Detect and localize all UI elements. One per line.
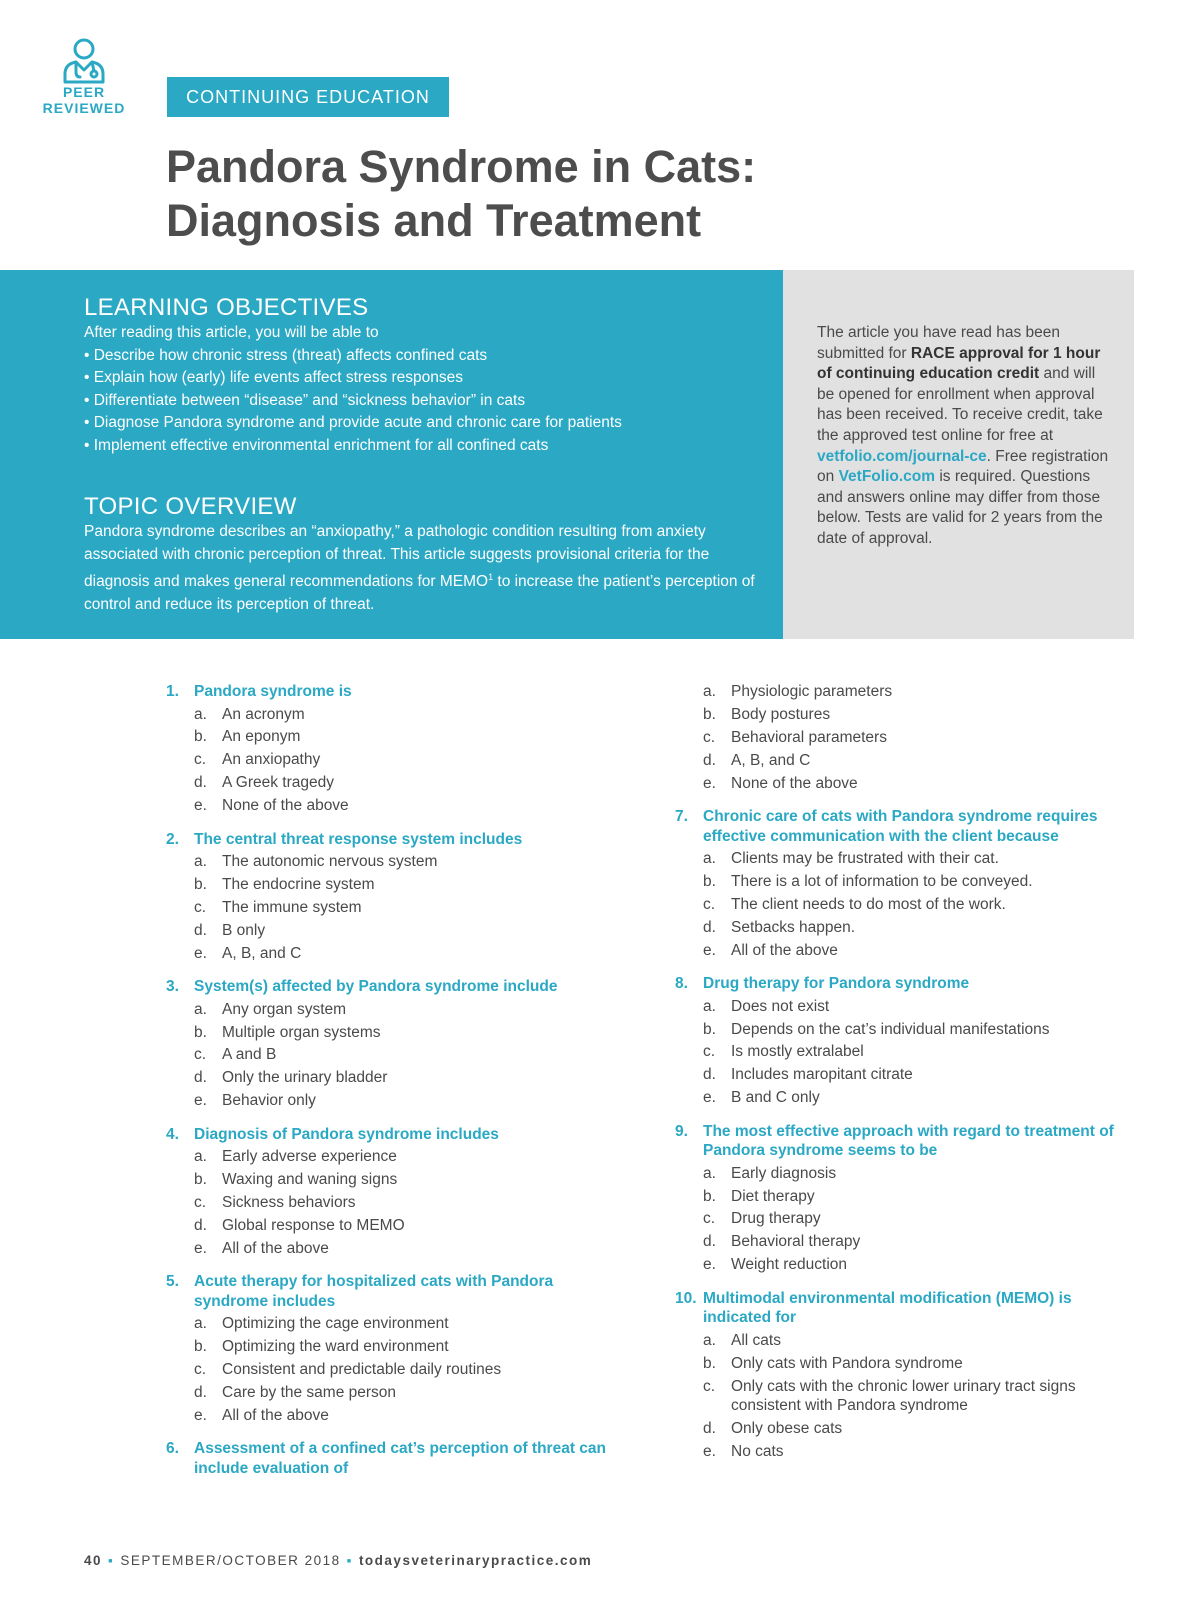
vetfolio-home-link[interactable]: VetFolio.com bbox=[838, 468, 936, 486]
option-text: All of the above bbox=[222, 1406, 329, 1424]
question-text: Diagnosis of Pandora syndrome includes bbox=[194, 1125, 499, 1143]
option-letter: e. bbox=[194, 1092, 207, 1110]
badge-line-2: REVIEWED bbox=[42, 100, 126, 116]
answer-options bbox=[166, 1147, 626, 1258]
option-letter: b. bbox=[703, 872, 716, 890]
ce-credit-panel bbox=[783, 270, 1134, 639]
section-tag: CONTINUING EDUCATION bbox=[167, 77, 449, 117]
question-number: 9. bbox=[675, 1122, 688, 1140]
answer-option bbox=[675, 941, 1135, 961]
question-number: 7. bbox=[675, 808, 688, 826]
answer-option bbox=[166, 1091, 626, 1111]
option-text: B only bbox=[222, 921, 266, 939]
answer-option bbox=[166, 1314, 626, 1334]
option-letter: c. bbox=[194, 898, 207, 916]
option-text: There is a lot of information to be conveyed. bbox=[731, 872, 1033, 890]
title-line-2: Diagnosis and Treatment bbox=[166, 195, 702, 246]
answer-option bbox=[166, 1383, 626, 1403]
option-letter: d. bbox=[703, 751, 716, 769]
issue-date: SEPTEMBER/OCTOBER 2018 bbox=[120, 1553, 341, 1568]
answer-option bbox=[166, 705, 626, 725]
answer-option bbox=[675, 1187, 1135, 1207]
option-text: Clients may be frustrated with their cat. bbox=[731, 850, 999, 868]
option-text: An acronym bbox=[222, 705, 305, 723]
option-text: None of the above bbox=[731, 774, 858, 792]
option-text: Only cats with Pandora syndrome bbox=[731, 1354, 963, 1372]
quiz-question bbox=[166, 1125, 626, 1259]
option-letter: d. bbox=[194, 1383, 207, 1401]
option-letter: a. bbox=[703, 683, 716, 700]
answer-option bbox=[166, 1406, 626, 1426]
footer-separator: ▪ bbox=[346, 1553, 353, 1568]
answer-option bbox=[675, 728, 1135, 748]
option-text: Is mostly extralabel bbox=[731, 1043, 864, 1061]
answer-option bbox=[166, 1170, 626, 1190]
objective-item: • Implement effective environmental enrichment for all confined cats bbox=[84, 436, 549, 454]
answer-option bbox=[166, 1023, 626, 1043]
option-letter: e. bbox=[703, 1256, 716, 1274]
answer-option bbox=[166, 796, 626, 816]
question-heading bbox=[166, 830, 626, 850]
answer-options bbox=[166, 852, 626, 963]
option-letter: a. bbox=[194, 853, 207, 871]
option-letter: c. bbox=[703, 1210, 716, 1228]
option-letter: b. bbox=[703, 1354, 716, 1372]
answer-options bbox=[675, 1164, 1135, 1275]
option-text: Drug therapy bbox=[731, 1210, 821, 1228]
option-letter: a. bbox=[703, 997, 716, 1015]
answer-option bbox=[166, 1068, 626, 1088]
credit-text-4: is required. Questions and answers online may differ from those below. Tests are valid for 2 years from the date of approval. bbox=[817, 468, 1103, 547]
question-heading bbox=[166, 977, 626, 997]
answer-option bbox=[675, 1209, 1135, 1229]
answer-option bbox=[675, 774, 1135, 794]
answer-option bbox=[675, 1354, 1135, 1374]
option-letter: d. bbox=[703, 1419, 716, 1437]
option-letter: b. bbox=[194, 1023, 207, 1041]
answer-option bbox=[166, 921, 626, 941]
option-text: The immune system bbox=[222, 898, 362, 916]
option-text: Includes maropitant citrate bbox=[731, 1066, 913, 1084]
answer-option bbox=[675, 1419, 1135, 1439]
option-letter: a. bbox=[703, 1331, 716, 1349]
question-heading bbox=[675, 1289, 1135, 1328]
badge-line-1: PEER bbox=[62, 84, 106, 100]
answer-options bbox=[166, 705, 626, 816]
option-letter: a. bbox=[703, 1164, 716, 1182]
question-text: Acute therapy for hospitalized cats with Pandora syndrome includes bbox=[194, 1273, 554, 1310]
question-text: Pandora syndrome is bbox=[194, 683, 352, 700]
option-text: Behavioral therapy bbox=[731, 1233, 861, 1251]
option-text: Multiple organ systems bbox=[222, 1023, 381, 1041]
answer-option bbox=[166, 898, 626, 918]
option-text: The autonomic nervous system bbox=[222, 853, 438, 871]
option-letter: d. bbox=[194, 774, 207, 792]
vetfolio-ce-link[interactable]: vetfolio.com/journal-ce bbox=[817, 447, 987, 465]
quiz-question bbox=[166, 682, 626, 816]
question-text: The most effective approach with regard to treatment of Pandora syndrome seems to be bbox=[703, 1122, 1114, 1160]
objective-item: • Describe how chronic stress (threat) affects confined cats bbox=[84, 346, 488, 364]
answer-options bbox=[675, 849, 1135, 960]
option-letter: d. bbox=[703, 1233, 716, 1251]
option-letter: c. bbox=[703, 1043, 716, 1061]
option-letter: d. bbox=[194, 1216, 207, 1234]
option-letter: b. bbox=[194, 875, 207, 893]
question-number: 3. bbox=[166, 978, 179, 996]
option-text: Optimizing the cage environment bbox=[222, 1315, 449, 1333]
peer-reviewed-badge bbox=[36, 36, 132, 116]
questions-left-column bbox=[166, 682, 626, 1492]
option-letter: e. bbox=[194, 944, 207, 962]
topic-overview-heading: TOPIC OVERVIEW bbox=[84, 493, 297, 520]
quiz-question bbox=[166, 1272, 626, 1425]
option-text: Weight reduction bbox=[731, 1256, 848, 1274]
option-text: All of the above bbox=[222, 1239, 329, 1257]
option-letter: d. bbox=[703, 1066, 716, 1084]
option-text: Diet therapy bbox=[731, 1187, 815, 1205]
option-text: Only cats with the chronic lower urinary tract signs consistent with Pandora syndrome bbox=[731, 1377, 1076, 1415]
answer-option bbox=[675, 849, 1135, 869]
option-text: Does not exist bbox=[731, 997, 830, 1015]
question-number: 8. bbox=[675, 975, 688, 993]
option-letter: c. bbox=[194, 1046, 207, 1064]
option-text: Sickness behaviors bbox=[222, 1193, 356, 1211]
option-letter: e. bbox=[703, 774, 716, 792]
objectives-heading: LEARNING OBJECTIVES bbox=[84, 294, 369, 321]
answer-option bbox=[675, 1377, 1135, 1416]
question-number: 2. bbox=[166, 830, 179, 848]
option-text: A Greek tragedy bbox=[222, 774, 335, 792]
option-text: Care by the same person bbox=[222, 1383, 397, 1401]
answer-option bbox=[166, 1360, 626, 1380]
answer-option bbox=[166, 1045, 626, 1065]
option-text: Consistent and predictable daily routines bbox=[222, 1361, 502, 1379]
option-letter: b. bbox=[703, 705, 716, 723]
answer-option bbox=[166, 1239, 626, 1259]
question-heading bbox=[166, 1439, 626, 1478]
question-heading bbox=[166, 1125, 626, 1145]
answer-option bbox=[166, 875, 626, 895]
option-letter: b. bbox=[703, 1187, 716, 1205]
credit-text-2: and will be opened for enrollment when approval has been received. To receive credit, take the approved test online for free at bbox=[817, 365, 1103, 444]
option-letter: e. bbox=[703, 1089, 716, 1107]
answer-options bbox=[166, 1314, 626, 1425]
question-text: Drug therapy for Pandora syndrome bbox=[703, 975, 970, 993]
answer-option bbox=[675, 1065, 1135, 1085]
option-letter: b. bbox=[194, 1171, 207, 1189]
quiz-question bbox=[675, 1289, 1135, 1462]
question-number: 10. bbox=[675, 1289, 697, 1307]
question-heading bbox=[166, 682, 626, 702]
option-letter: e. bbox=[194, 1239, 207, 1257]
questions-right-column bbox=[675, 682, 1135, 1475]
option-letter: e. bbox=[194, 1406, 207, 1424]
option-letter: a. bbox=[194, 1315, 207, 1333]
answer-option bbox=[675, 1331, 1135, 1351]
answer-option bbox=[675, 682, 1135, 702]
answer-option bbox=[675, 1042, 1135, 1062]
option-text: All of the above bbox=[731, 941, 838, 959]
option-text: Physiologic parameters bbox=[731, 683, 893, 700]
answer-options bbox=[166, 1000, 626, 1111]
answer-option bbox=[166, 1216, 626, 1236]
answer-option bbox=[166, 944, 626, 964]
answer-option bbox=[166, 773, 626, 793]
answer-option bbox=[166, 1000, 626, 1020]
objective-item: • Differentiate between “disease” and “sickness behavior” in cats bbox=[84, 391, 526, 409]
option-text: Early adverse experience bbox=[222, 1148, 397, 1166]
option-text: The client needs to do most of the work. bbox=[731, 895, 1006, 913]
answer-options bbox=[675, 1331, 1135, 1462]
option-letter: c. bbox=[194, 1361, 207, 1379]
question-6-options-continued bbox=[675, 682, 1135, 793]
option-text: Any organ system bbox=[222, 1000, 347, 1018]
option-text: Only obese cats bbox=[731, 1419, 843, 1437]
answer-option bbox=[675, 1164, 1135, 1184]
credit-text-3: . Free registration on bbox=[817, 447, 1109, 486]
question-number: 1. bbox=[166, 683, 179, 700]
article-title bbox=[166, 140, 1066, 248]
answer-option bbox=[166, 1147, 626, 1167]
quiz-question bbox=[166, 1439, 626, 1478]
question-text: Chronic care of cats with Pandora syndrome requires effective communication with the client because bbox=[703, 808, 1098, 845]
option-letter: b. bbox=[703, 1020, 716, 1038]
question-text: Assessment of a confined cat’s perception of threat can include evaluation of bbox=[194, 1440, 606, 1477]
question-number: 5. bbox=[166, 1273, 179, 1291]
option-text: The endocrine system bbox=[222, 875, 375, 893]
question-heading bbox=[675, 1122, 1135, 1161]
topic-body-part-1: Pandora syndrome describes an “anxiopathy,” a pathologic condition resulting from anxiety associated with chronic perception of threat. This article suggests provisional criteria for the diagnosis and makes general recommendations for MEMO bbox=[84, 523, 710, 591]
option-letter: b. bbox=[194, 728, 207, 746]
page-footer bbox=[84, 1553, 592, 1568]
objective-item: • Explain how (early) life events affect stress responses bbox=[84, 369, 464, 386]
answer-option bbox=[675, 1232, 1135, 1252]
option-letter: c. bbox=[703, 895, 716, 913]
option-letter: e. bbox=[703, 941, 716, 959]
quiz-question bbox=[675, 974, 1135, 1108]
option-letter: e. bbox=[703, 1442, 716, 1460]
option-letter: a. bbox=[194, 1148, 207, 1166]
option-letter: e. bbox=[194, 797, 207, 815]
answer-option bbox=[166, 1193, 626, 1213]
option-text: An anxiopathy bbox=[222, 751, 321, 769]
question-text: The central threat response system includes bbox=[194, 830, 523, 848]
credit-text bbox=[817, 323, 1114, 550]
option-text: No cats bbox=[731, 1442, 784, 1460]
credit-approval-bold: RACE approval for 1 hour of continuing education credit bbox=[817, 344, 1101, 383]
title-line-1: Pandora Syndrome in Cats: bbox=[166, 141, 757, 192]
answer-option bbox=[675, 705, 1135, 725]
option-text: A, B, and C bbox=[222, 944, 302, 962]
answer-option bbox=[675, 918, 1135, 938]
objectives-intro: After reading this article, you will be able to bbox=[84, 324, 379, 341]
question-text: System(s) affected by Pandora syndrome include bbox=[194, 978, 558, 996]
quiz-question bbox=[166, 977, 626, 1111]
answer-option bbox=[166, 727, 626, 747]
answer-option bbox=[166, 750, 626, 770]
option-text: Optimizing the ward environment bbox=[222, 1338, 449, 1356]
website-link[interactable]: todaysveterinarypractice.com bbox=[358, 1553, 593, 1568]
option-letter: d. bbox=[194, 921, 207, 939]
answer-option bbox=[166, 852, 626, 872]
quiz-question bbox=[675, 807, 1135, 960]
option-letter: c. bbox=[194, 1193, 207, 1211]
option-letter: c. bbox=[703, 728, 716, 746]
question-number: 6. bbox=[166, 1440, 179, 1458]
question-number: 4. bbox=[166, 1125, 179, 1143]
option-text: Early diagnosis bbox=[731, 1164, 837, 1182]
option-letter: c. bbox=[194, 751, 207, 769]
answer-option bbox=[675, 895, 1135, 915]
footer-separator: ▪ bbox=[108, 1553, 115, 1568]
credit-text-1: The article you have read has been submitted for bbox=[817, 324, 1060, 362]
topic-overview-body bbox=[84, 521, 764, 616]
answer-options bbox=[675, 997, 1135, 1108]
option-text: B and C only bbox=[731, 1089, 820, 1107]
option-text: Behavior only bbox=[222, 1092, 316, 1110]
option-text: Waxing and waning signs bbox=[222, 1171, 398, 1189]
option-text: An eponym bbox=[222, 728, 301, 746]
learning-objectives-panel bbox=[0, 270, 783, 639]
questions-right-list bbox=[675, 807, 1135, 1461]
question-heading bbox=[166, 1272, 626, 1311]
answer-option bbox=[675, 1255, 1135, 1275]
objective-item: • Diagnose Pandora syndrome and provide acute and chronic care for patients bbox=[84, 414, 622, 431]
option-letter: a. bbox=[194, 705, 207, 723]
option-text: Body postures bbox=[731, 705, 831, 723]
question-heading bbox=[675, 807, 1135, 846]
question-heading bbox=[675, 974, 1135, 994]
option-text: All cats bbox=[731, 1331, 781, 1349]
quiz-question bbox=[166, 830, 626, 964]
option-letter: a. bbox=[703, 850, 716, 868]
option-text: Behavioral parameters bbox=[731, 728, 887, 746]
doctor-icon bbox=[61, 36, 107, 84]
quiz-question bbox=[675, 1122, 1135, 1275]
option-text: Only the urinary bladder bbox=[222, 1069, 388, 1087]
option-letter: c. bbox=[703, 1377, 716, 1395]
option-text: A and B bbox=[222, 1046, 277, 1064]
footnote-marker: 1 bbox=[488, 572, 494, 582]
objectives-list bbox=[84, 345, 783, 458]
answer-option bbox=[675, 997, 1135, 1017]
option-text: A, B, and C bbox=[731, 751, 811, 769]
topic-body-part-2: to increase the patient’s perception of control and reduce its perception of threat. bbox=[84, 573, 755, 613]
answer-option bbox=[675, 872, 1135, 892]
answer-option bbox=[675, 1020, 1135, 1040]
option-text: Depends on the cat’s individual manifestations bbox=[731, 1020, 1050, 1038]
option-letter: d. bbox=[703, 918, 716, 936]
option-text: Setbacks happen. bbox=[731, 918, 856, 936]
option-letter: a. bbox=[194, 1000, 207, 1018]
option-letter: b. bbox=[194, 1338, 207, 1356]
option-text: None of the above bbox=[222, 797, 349, 815]
question-text: Multimodal environmental modification (MEMO) is indicated for bbox=[703, 1289, 1072, 1327]
option-letter: d. bbox=[194, 1069, 207, 1087]
page-number: 40 bbox=[84, 1553, 103, 1568]
answer-option bbox=[675, 1088, 1135, 1108]
answer-option bbox=[166, 1337, 626, 1357]
answer-option bbox=[675, 751, 1135, 771]
answer-option bbox=[675, 1442, 1135, 1462]
option-text: Global response to MEMO bbox=[222, 1216, 405, 1234]
